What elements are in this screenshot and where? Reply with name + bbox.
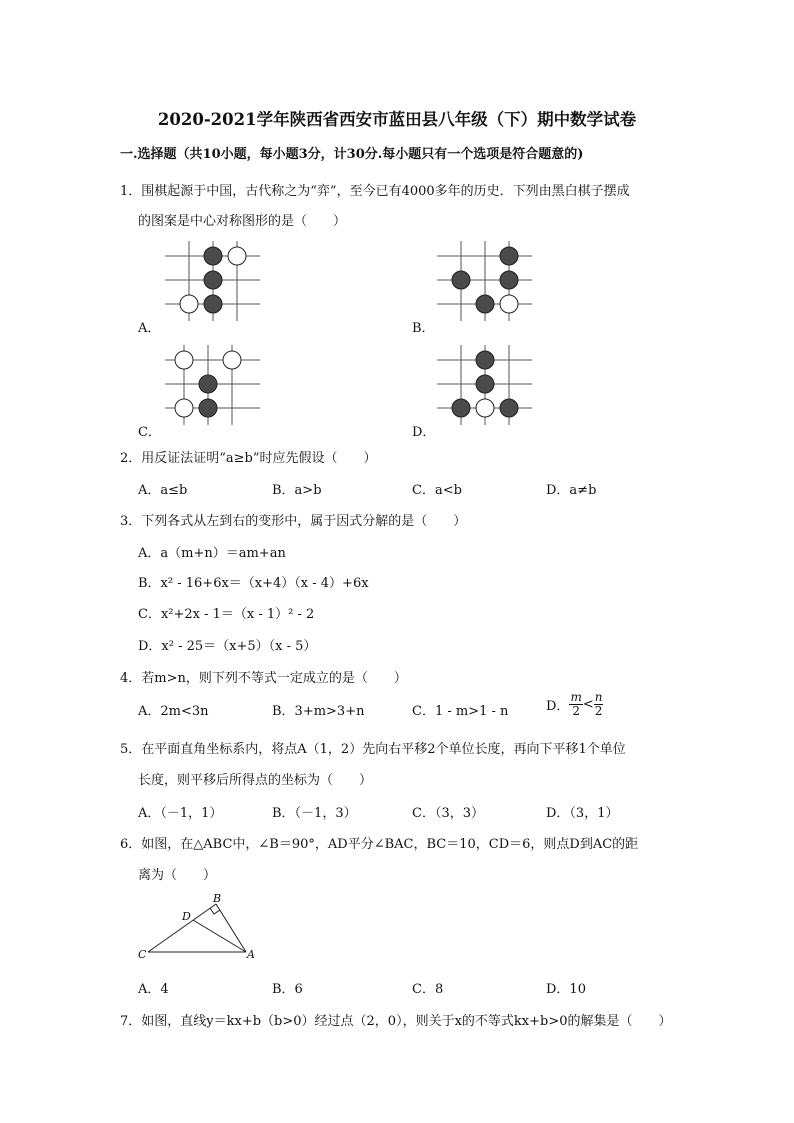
q3-option-b: B．x² - 16+6x＝（x+4）（x - 4）+6x <box>138 576 369 591</box>
fraction-n-over-2 <box>594 691 604 718</box>
q1-stem-line2: 的图案是中心对称图形的是（ ） <box>138 214 347 229</box>
q1-option-d-label: D． <box>412 425 436 440</box>
q4-option-a: A．2m<3n <box>138 704 209 719</box>
q1-option-b-label: B． <box>412 321 435 336</box>
q4-relation: < <box>582 697 594 712</box>
go-board-a-figure <box>160 236 270 326</box>
q4-option-d-label: D． <box>546 699 570 714</box>
q4-option-c: C．1 - m>1 - n <box>412 704 509 719</box>
q3-stem: 3．下列各式从左到右的变形中，属于因式分解的是（ ） <box>120 514 467 529</box>
vertex-a-label: A <box>247 948 255 961</box>
q6-stem-line1: 6．如图，在△ABC中，∠B＝90°，AD平分∠BAC，BC＝10，CD＝6，则点D到AC的距 <box>120 837 639 852</box>
page-title: 2020-2021学年陕西省西安市蓝田县八年级（下）期中数学试卷 <box>157 110 637 129</box>
q5-option-a: A．（－1，1） <box>138 806 223 821</box>
q1-stem-line1: 1．围棋起源于中国，古代称之为“弈”，至今已有4000多年的历史．下列由黑白棋子摆成 <box>120 184 630 199</box>
q3-option-d: D．x² - 25＝（x+5）（x - 5） <box>138 639 317 654</box>
q5-stem-line1: 5．在平面直角坐标系内，将点A（1，2）先向右平移2个单位长度，再向下平移1个单位 <box>120 742 626 757</box>
q5-stem-line2: 长度，则平移后所得点的坐标为（ ） <box>138 773 373 788</box>
q5-option-d: D．（3，1） <box>546 806 619 821</box>
go-board-c-figure <box>160 340 270 430</box>
q6-option-d: D．10 <box>546 982 586 997</box>
q5-option-c: C．（3，3） <box>412 806 484 821</box>
frac-denominator: 2 <box>594 704 603 718</box>
go-board-d-figure <box>432 340 542 430</box>
fraction-m-over-2 <box>569 691 582 718</box>
q1-option-c-label: C． <box>138 425 161 440</box>
q6-option-c: C．8 <box>412 982 444 997</box>
q6-option-a: A．4 <box>138 982 169 997</box>
q4-option-d <box>546 691 603 718</box>
q6-option-b: B．6 <box>272 982 303 997</box>
frac-numerator: n <box>594 690 603 704</box>
frac-denominator: 2 <box>572 704 580 718</box>
go-board-b-figure <box>432 236 542 326</box>
q2-option-d: D．a≠b <box>546 483 597 498</box>
q5-option-b: B．（－1，3） <box>272 806 357 821</box>
q7-stem: 7．如图，直线y＝kx+b（b>0）经过点（2，0），则关于x的不等式kx+b>0的解集是（ ） <box>120 1014 672 1029</box>
q2-stem: 2．用反证法证明“a≥b”时应先假设（ ） <box>120 451 377 466</box>
q2-option-c: C．a<b <box>412 483 462 498</box>
q3-option-c: C．x²+2x - 1＝（x - 1）² - 2 <box>138 607 315 622</box>
q1-option-a-label: A． <box>138 321 161 336</box>
vertex-c-label: C <box>138 948 147 961</box>
q2-option-a: A．a≤b <box>138 483 188 498</box>
q6-stem-line2: 离为（ ） <box>138 868 217 883</box>
vertex-d-label: D <box>182 910 191 923</box>
q2-option-b: B．a>b <box>272 483 322 498</box>
frac-numerator: m <box>570 690 582 704</box>
q4-stem: 4．若m>n，则下列不等式一定成立的是（ ） <box>120 671 407 686</box>
q4-option-b: B．3+m>3+n <box>272 704 365 719</box>
section-heading: 一.选择题（共10小题，每小题3分，计30分.每小题只有一个选项是符合题意的) <box>120 147 584 162</box>
triangle-abc-figure <box>136 892 266 962</box>
q3-option-a: A．a（m+n）＝am+an <box>138 546 286 561</box>
vertex-b-label: B <box>213 892 222 905</box>
